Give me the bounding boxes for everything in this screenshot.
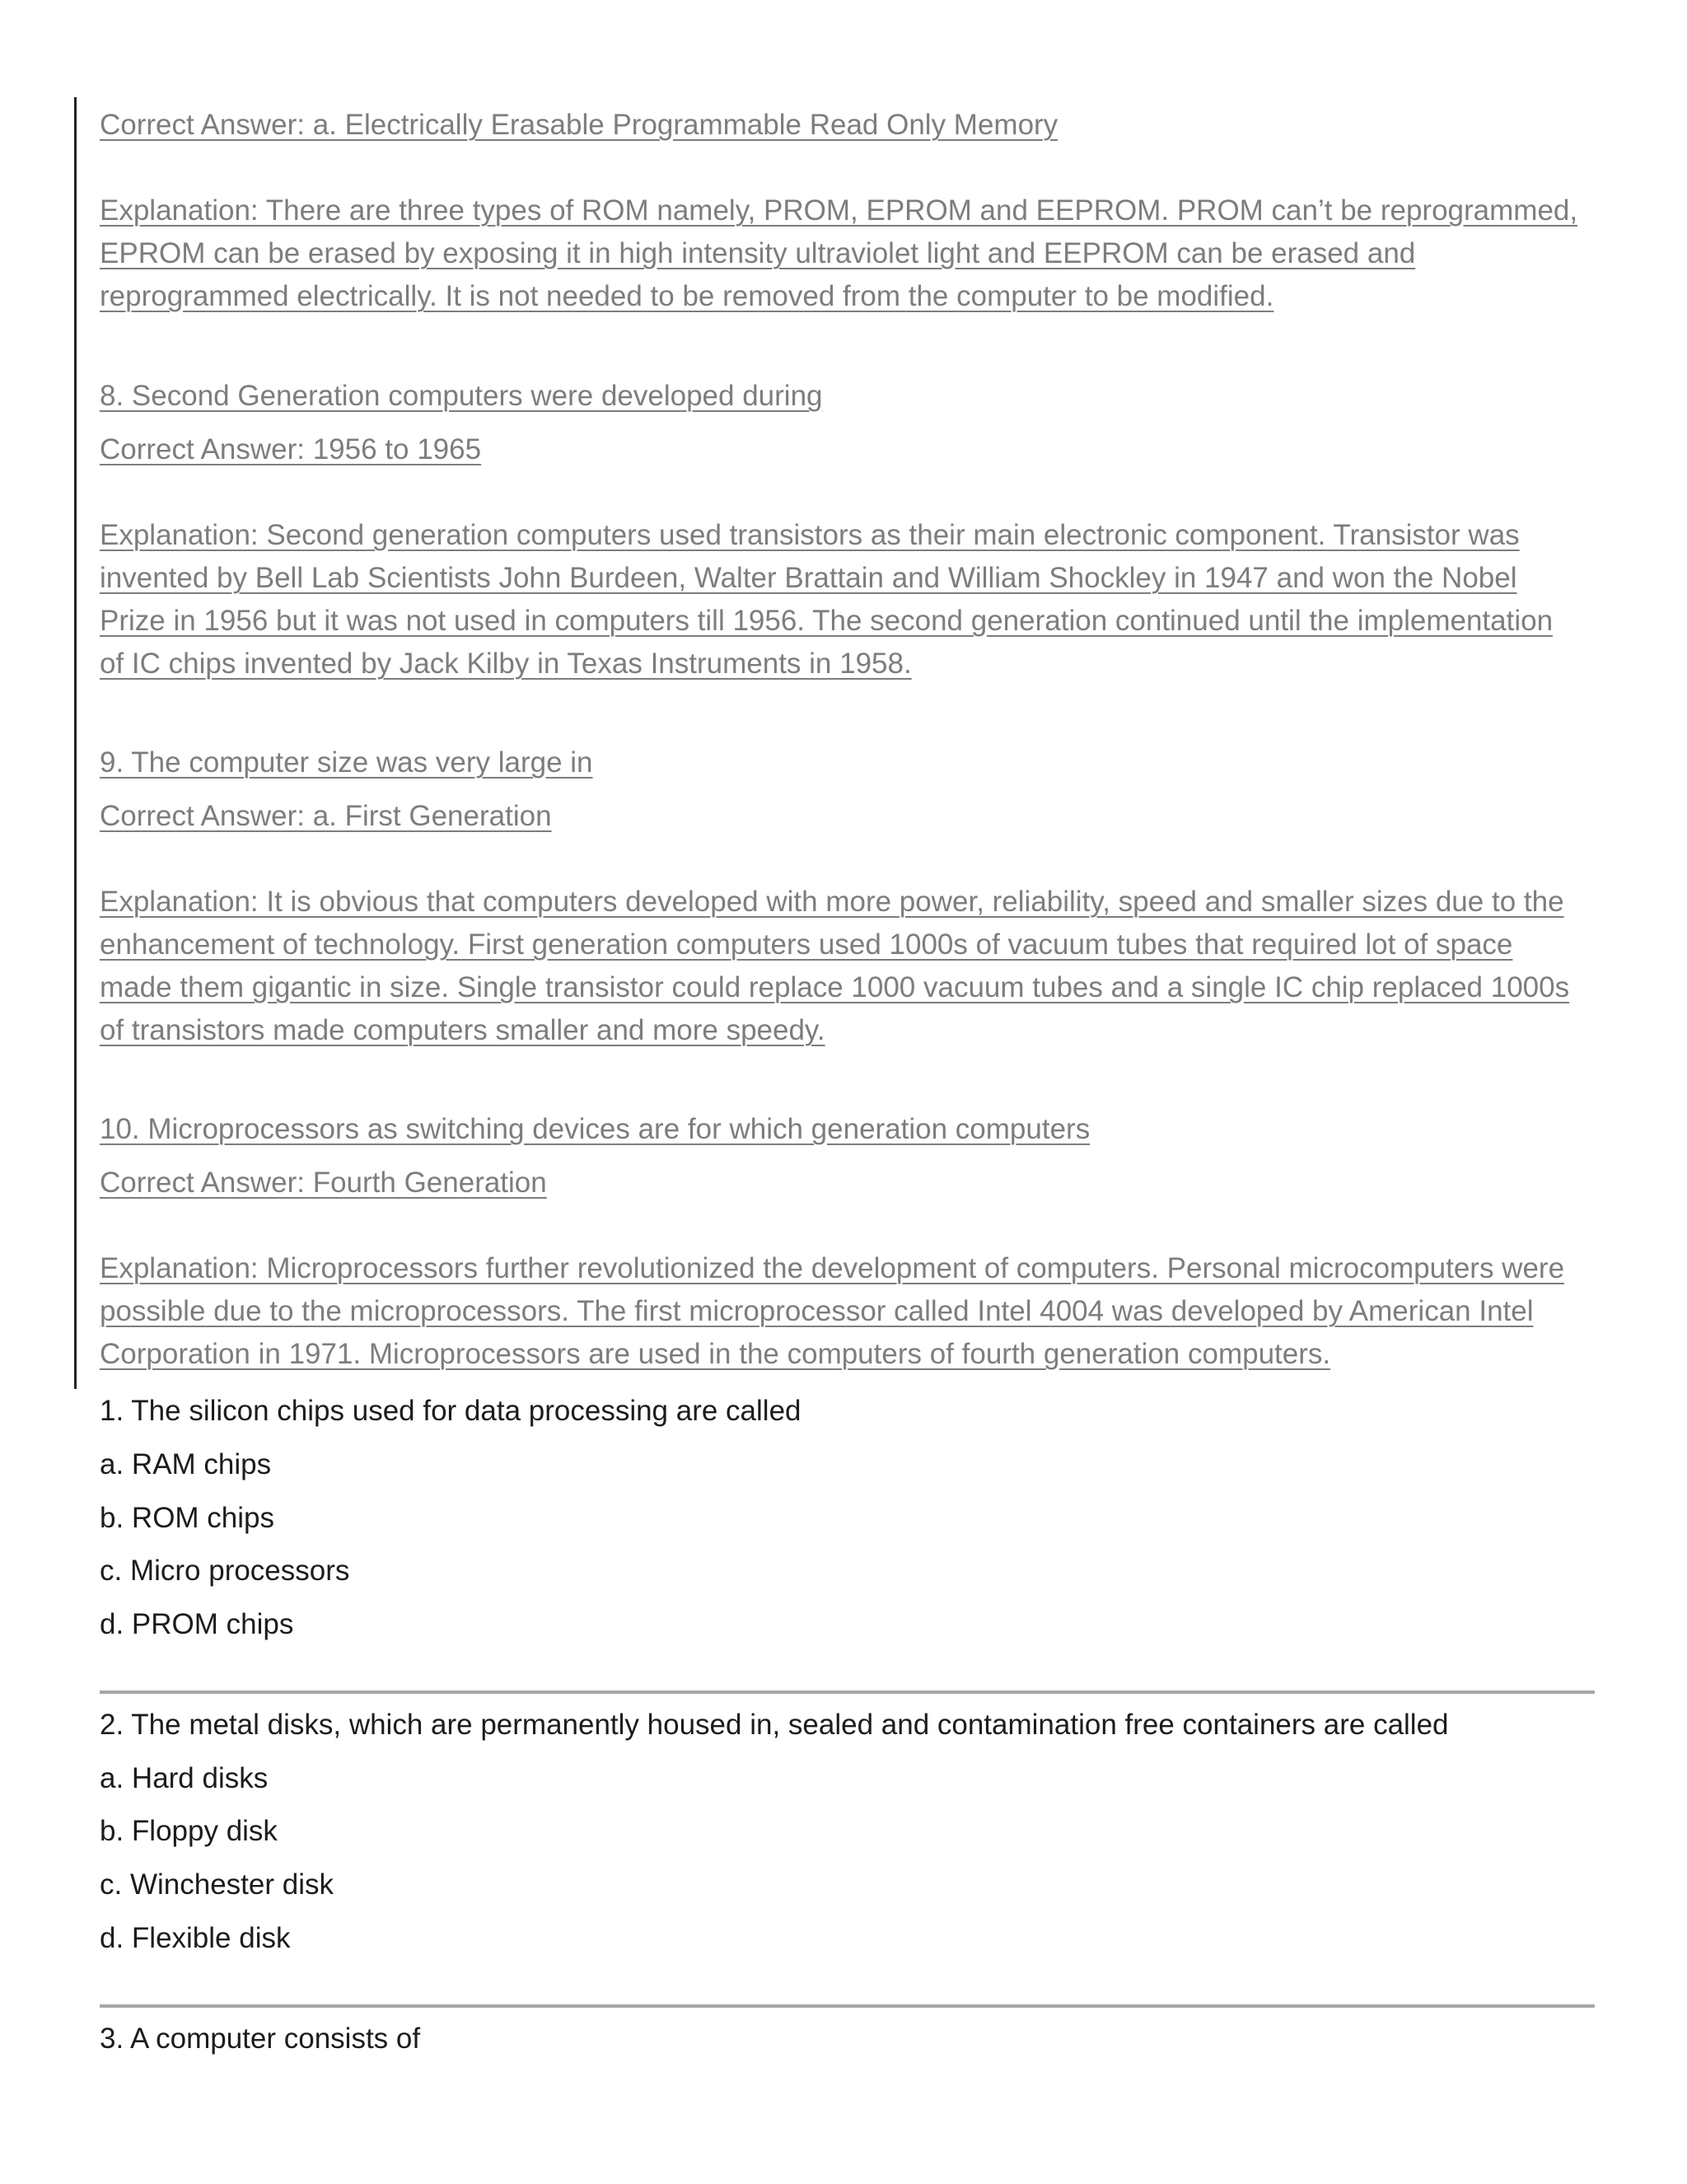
quiz-1-option-b: b. ROM chips bbox=[100, 1502, 274, 1534]
divider-1 bbox=[100, 1691, 1595, 1694]
q9-explanation-line-3: made them gigantic in size. Single transistor could replace 1000 vacuum tubes and a single IC chip replaced 1000s bbox=[100, 971, 1570, 1003]
q10-explanation-line-2: possible due to the microprocessors. The first microprocessor called Intel 4004 was developed by American Intel bbox=[100, 1295, 1534, 1327]
q8-explanation-line-4: of IC chips invented by Jack Kilby in Texas Instruments in 1958. bbox=[100, 648, 912, 680]
q7-explanation-line-3: reprogrammed electrically. It is not needed to be removed from the computer to be modified. bbox=[100, 280, 1274, 312]
quiz-2-option-b: b. Floppy disk bbox=[100, 1815, 278, 1847]
quiz-2-option-c: c. Winchester disk bbox=[100, 1868, 334, 1901]
q10-correct-answer: Correct Answer: Fourth Generation bbox=[100, 1167, 547, 1199]
quiz-question-3: 3. A computer consists of bbox=[100, 2023, 421, 2055]
q9-explanation-line-2: enhancement of technology. First generation computers used 1000s of vacuum tubes that required lot of space bbox=[100, 928, 1513, 961]
q10-question: 10. Microprocessors as switching devices are for which generation computers bbox=[100, 1113, 1091, 1145]
quiz-1-option-c: c. Micro processors bbox=[100, 1555, 350, 1587]
q8-explanation-line-1: Explanation: Second generation computers used transistors as their main electronic component. Transistor was bbox=[100, 519, 1520, 551]
quiz-question-1: 1. The silicon chips used for data processing are called bbox=[100, 1395, 801, 1427]
quiz-2-option-d: d. Flexible disk bbox=[100, 1922, 291, 1954]
divider-2 bbox=[100, 2004, 1595, 2008]
left-margin-rule bbox=[74, 97, 77, 1389]
q9-correct-answer: Correct Answer: a. First Generation bbox=[100, 800, 552, 832]
q10-explanation-line-1: Explanation: Microprocessors further revolutionized the development of computers. Personal microcomputers were bbox=[100, 1252, 1565, 1284]
q7-explanation-line-2: EPROM can be erased by exposing it in high intensity ultraviolet light and EEPROM can be erased and bbox=[100, 237, 1416, 269]
quiz-1-option-d: d. PROM chips bbox=[100, 1608, 294, 1640]
quiz-2-option-a: a. Hard disks bbox=[100, 1762, 269, 1794]
quiz-question-2: 2. The metal disks, which are permanently housed in, sealed and contamination free containers are called bbox=[100, 1709, 1449, 1741]
q9-explanation-line-4: of transistors made computers smaller and more speedy. bbox=[100, 1014, 825, 1046]
quiz-1-option-a: a. RAM chips bbox=[100, 1448, 272, 1480]
q10-explanation-line-3: Corporation in 1971. Microprocessors are used in the computers of fourth generation computers. bbox=[100, 1338, 1331, 1370]
q7-correct-answer: Correct Answer: a. Electrically Erasable Programmable Read Only Memory bbox=[100, 109, 1058, 141]
q7-explanation-line-1: Explanation: There are three types of ROM namely, PROM, EPROM and EEPROM. PROM can’t be reprogrammed, bbox=[100, 194, 1578, 227]
q8-question: 8. Second Generation computers were developed during bbox=[100, 380, 823, 412]
q9-explanation-line-1: Explanation: It is obvious that computers developed with more power, reliability, speed and smaller sizes due to the bbox=[100, 886, 1564, 918]
q8-explanation-line-2: invented by Bell Lab Scientists John Burdeen, Walter Brattain and William Shockley in 1947 and won the Nobel bbox=[100, 562, 1517, 594]
q9-question: 9. The computer size was very large in bbox=[100, 746, 593, 779]
q8-explanation-line-3: Prize in 1956 but it was not used in computers till 1956. The second generation continued until the implementation bbox=[100, 605, 1554, 637]
q8-correct-answer: Correct Answer: 1956 to 1965 bbox=[100, 433, 482, 465]
